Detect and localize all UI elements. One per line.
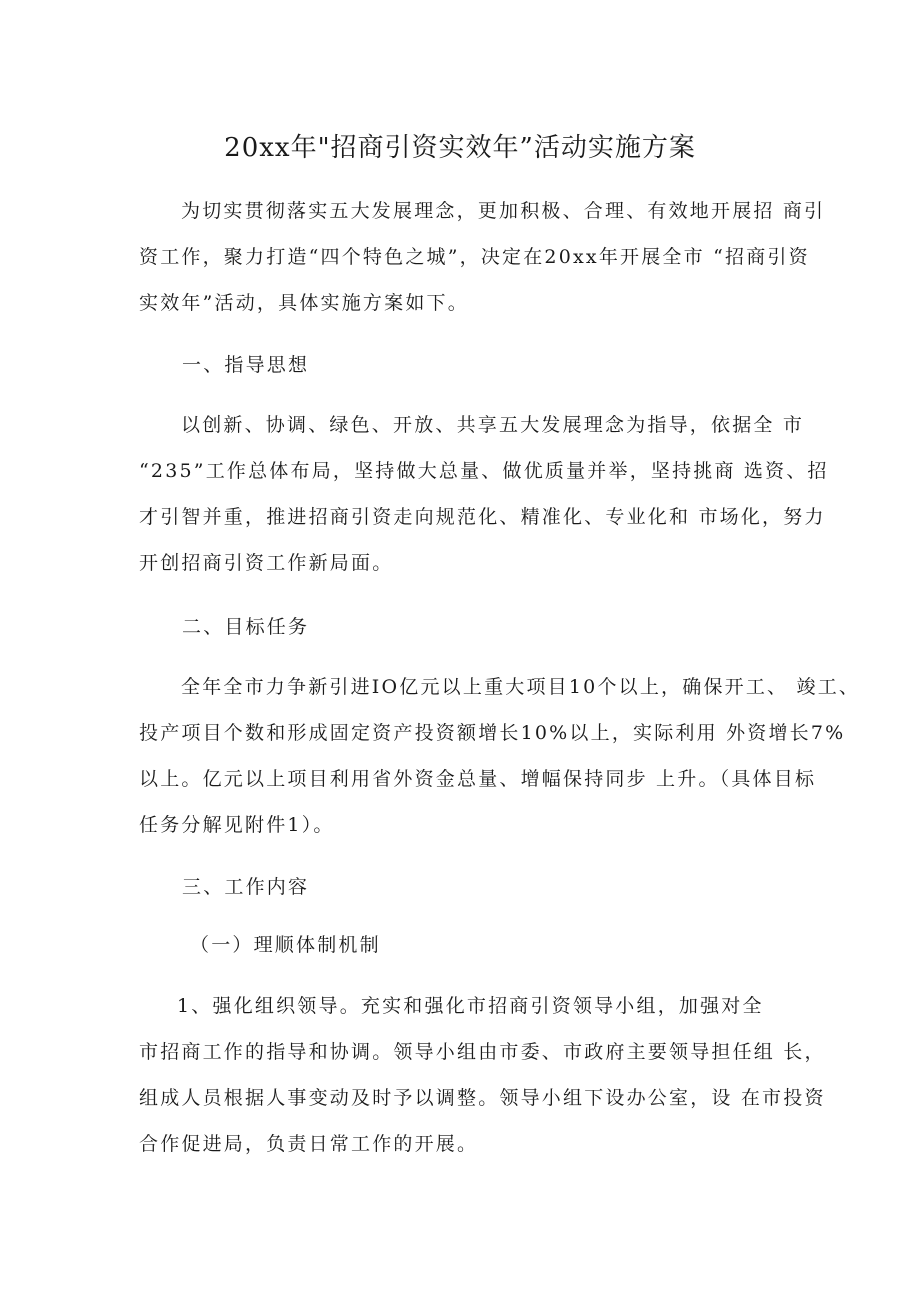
paragraph-line: 为切实贯彻落实五大发展理念，更加积极、合理、有效地开展招 商引 xyxy=(181,200,826,222)
paragraph-line: 全年全市力争新引进IO亿元以上重大项目10个以上，确保开工、 竣工、 xyxy=(181,676,861,698)
paragraph-line: 以创新、协调、绿色、开放、共享五大发展理念为指导，依据全 市 xyxy=(181,414,805,436)
section-heading-guiding-ideology: 一、指导思想 xyxy=(182,354,310,376)
paragraph-line: 任务分解见附件1）。 xyxy=(139,814,335,836)
subsection-heading-mechanism: （一）理顺体制机制 xyxy=(190,934,381,956)
paragraph-line: 实效年”活动，具体实施方案如下。 xyxy=(139,292,469,314)
target-tasks-paragraph xyxy=(139,664,861,848)
paragraph-line: 资工作，聚力打造“四个特色之城”，决定在20xx年开展全市 “招商引资 xyxy=(139,246,810,268)
paragraph-line: 1、强化组织领导。充实和强化市招商引资领导小组，加强对全 xyxy=(177,995,764,1017)
paragraph-line: 市招商工作的指导和协调。领导小组由市委、市政府主要领导担任组 长， xyxy=(139,1041,826,1063)
section-heading-work-content: 三、工作内容 xyxy=(182,876,310,898)
paragraph-line: 组成人员根据人事变动及时予以调整。领导小组下设办公室，设 在市投资 xyxy=(139,1087,826,1109)
paragraph-line: 以上。亿元以上项目利用省外资金总量、增幅保持同步 上升。（具体目标 xyxy=(139,768,817,790)
document-title: 20xx年"招商引资实效年”活动实施方案 xyxy=(224,133,696,163)
guiding-ideology-paragraph xyxy=(139,402,829,586)
paragraph-line: “235”工作总体布局，坚持做大总量、做优质量并举，坚持挑商 选资、招 xyxy=(139,460,829,482)
intro-paragraph xyxy=(139,188,826,326)
organization-leadership-paragraph xyxy=(139,983,826,1167)
paragraph-line: 合作促进局，负责日常工作的开展。 xyxy=(139,1133,479,1155)
paragraph-line: 投产项目个数和形成固定资产投资额增长10%以上，实际利用 外资增长7% xyxy=(139,722,846,744)
paragraph-line: 开创招商引资工作新局面。 xyxy=(139,552,394,574)
section-heading-target-tasks: 二、目标任务 xyxy=(182,616,310,638)
paragraph-line: 才引智并重，推进招商引资走向规范化、精准化、专业化和 市场化，努力 xyxy=(139,506,826,528)
